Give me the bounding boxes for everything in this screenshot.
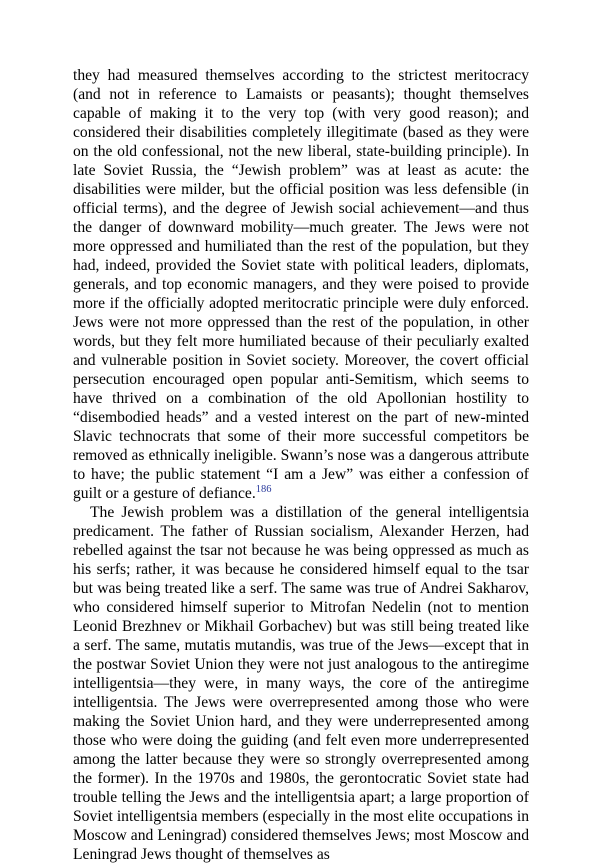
paragraph-1-text: they had measured themselves according to the strictest meritocracy (and not in reference to Lamaists or peasants); thought themselves capable of making it to the very top (with very good reason); and considered their disabilities completely illegitimate (based as they were on the old confessional, not the new liberal, state-building principle). In late Soviet Russia, the “Jewish problem” was at least as acute: the disabilities were milder, but the official position was less defensible (in official terms), and the degree of Jewish social achievement—and thus the danger of downward mobility—much greater. The Jews were not more oppressed and humiliated than the rest of the population, but they had, indeed, provided the Soviet state with political leaders, diplomats, generals, and top economic managers, and they were poised to provide more if the officially adopted meritocratic principle were duly enforced. Jews were not more oppressed than the rest of the population, in other words, but they felt more humiliated because of their peculiarly exalted and vulnerable position in Soviet society. Moreover, the covert official persecution encouraged open popular anti-Semitism, which seems to have thrived on a combination of the old Apollonian hostility to “disembodied heads” and a vested interest on the part of new-minted Slavic technocrats that some of their more successful competitors be removed as ethnically ineligible. Swann’s nose was a dangerous attribute to have; the public statement “I am a Jew” was either a confession of guilt or a gesture of defiance. [73,67,529,502]
footnote-ref-186[interactable]: 186 [255,483,272,495]
paragraph-1 [73,66,529,503]
paragraph-2-text: The Jewish problem was a distillation of the general intelligentsia predicament. The father of Russian socialism, Alexander Herzen, had rebelled against the tsar not because he was being oppressed as much as his serfs; rather, it was because he considered himself equal to the tsar but was being treated like a serf. The same was true of Andrei Sakharov, who considered himself superior to Mitrofan Nedelin (not to mention Leonid Brezhnev or Mikhail Gorbachev) but was still being treated like a serf. The same, mutatis mutandis, was true of the Jews—except that in the postwar Soviet Union they were not just analogous to the antiregime intelligentsia—they were, in many ways, the core of the antiregime intelligentsia. The Jews were overrepresented among those who were making the Soviet Union hard, and they were underrepresented among those who were doing the guiding (and felt even more underrepresented among the latter because they were so strongly overrepresented among the former). In the 1970s and 1980s, the gerontocratic Soviet state had trouble telling the Jews and the intelligentsia apart; a large proportion of Soviet intelligentsia members (especially in the most elite occupations in Moscow and Leningrad) considered themselves Jews; most Moscow and Leningrad Jews thought of themselves as [73,504,529,863]
paragraph-2 [73,503,529,864]
document-page [73,66,529,864]
